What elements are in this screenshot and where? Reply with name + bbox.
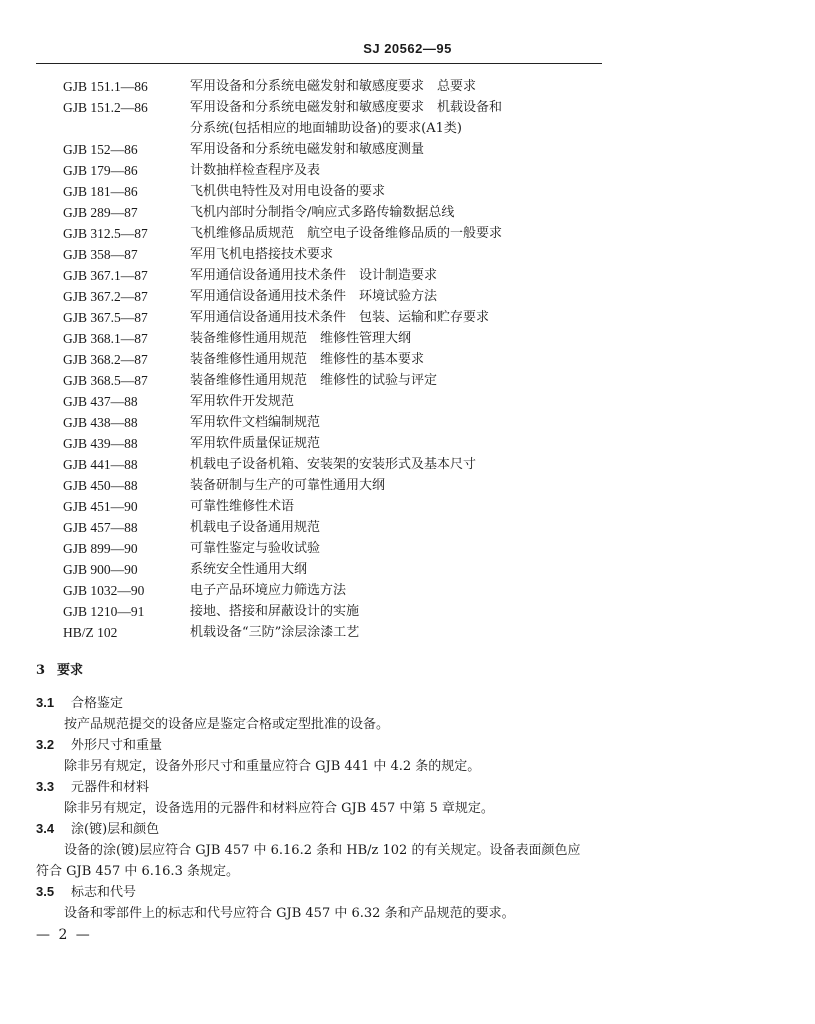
clause-text-line: 除非另有规定，设备选用的元器件和材料应符合 GJB 457 中第 5 章规定。 [64, 801, 494, 816]
requirement-clause [36, 692, 602, 735]
reference-code: GJB 899—90 [63, 541, 138, 556]
clause-body [36, 798, 602, 819]
reference-code [63, 118, 190, 139]
reference-title: 机载电子设备机箱、安装架的安装形式及基本尺寸 [190, 457, 477, 472]
clause-body [36, 714, 602, 735]
reference-row [63, 622, 583, 643]
reference-code: GJB 152—86 [63, 142, 138, 157]
reference-code: GJB 450—88 [63, 478, 138, 493]
clause-heading [36, 818, 602, 840]
clause-text-line: 按产品规范提交的设备应是鉴定合格或定型批准的设备。 [64, 717, 390, 732]
clause-heading [36, 776, 602, 798]
reference-row [63, 517, 583, 538]
reference-title: 计数抽样检查程序及表 [190, 163, 321, 178]
reference-title: 军用通信设备通用技术条件 包装、运输和贮存要求 [190, 310, 490, 325]
reference-title: 军用软件文档编制规范 [190, 415, 321, 430]
reference-row [63, 286, 583, 307]
reference-title: 军用飞机电搭接技术要求 [190, 247, 334, 262]
reference-code: GJB 151.2—86 [63, 100, 148, 115]
reference-title: 装备研制与生产的可靠性通用大纲 [190, 478, 386, 493]
reference-row [63, 559, 583, 580]
reference-row [63, 76, 583, 97]
reference-row [63, 496, 583, 517]
section-heading [36, 659, 83, 678]
page-number: — 2 — [36, 927, 92, 943]
reference-code: GJB 367.5—87 [63, 310, 148, 325]
reference-code: GJB 451—90 [63, 499, 138, 514]
reference-title: 军用软件质量保证规范 [190, 436, 321, 451]
requirement-clause [36, 881, 602, 924]
clause-number: 3.3 [36, 779, 55, 794]
reference-row [63, 181, 583, 202]
reference-title: 军用软件开发规范 [190, 394, 295, 409]
clause-number: 3.5 [36, 884, 55, 899]
clause-body [36, 840, 602, 882]
header-divider [36, 63, 602, 64]
reference-code: GJB 367.2—87 [63, 289, 148, 304]
reference-title: 接地、搭接和屏蔽设计的实施 [190, 604, 360, 619]
reference-code: GJB 457—88 [63, 520, 138, 535]
reference-row [63, 97, 583, 118]
reference-code: GJB 439—88 [63, 436, 138, 451]
reference-standards-list [63, 76, 583, 643]
reference-code: GJB 1032—90 [63, 583, 145, 598]
reference-row [63, 433, 583, 454]
clause-title: 元器件和材料 [71, 780, 150, 795]
reference-row [63, 202, 583, 223]
reference-code: GJB 289—87 [63, 205, 138, 220]
clause-text-line: 符合 GJB 457 中 6.16.3 条规定。 [36, 864, 239, 879]
reference-row [63, 223, 583, 244]
reference-row [63, 139, 583, 160]
reference-row [63, 328, 583, 349]
reference-title: 军用设备和分系统电磁发射和敏感度要求 机载设备和 [190, 100, 503, 115]
reference-row [63, 370, 583, 391]
requirement-clause [36, 818, 602, 882]
reference-code: GJB 179—86 [63, 163, 138, 178]
reference-code: GJB 437—88 [63, 394, 138, 409]
reference-row [63, 601, 583, 622]
section-number: 3 [36, 663, 46, 678]
clause-heading [36, 692, 602, 714]
reference-row [63, 307, 583, 328]
reference-title: 可靠性鉴定与验收试验 [190, 541, 321, 556]
document-number: SJ 20562—95 [363, 41, 452, 56]
requirement-clause [36, 734, 602, 777]
reference-title: 军用通信设备通用技术条件 设计制造要求 [190, 268, 438, 283]
reference-title: 可靠性维修性术语 [190, 499, 295, 514]
reference-code: GJB 312.5—87 [63, 226, 148, 241]
reference-code: GJB 181—86 [63, 184, 138, 199]
reference-title: 机载电子设备通用规范 [190, 520, 321, 535]
reference-code: GJB 368.5—87 [63, 373, 148, 388]
reference-row [63, 454, 583, 475]
reference-title: 军用通信设备通用技术条件 环境试验方法 [190, 289, 438, 304]
clause-number: 3.1 [36, 695, 55, 710]
reference-title: 军用设备和分系统电磁发射和敏感度要求 总要求 [190, 79, 477, 94]
section-title: 要求 [57, 663, 84, 678]
reference-title: 系统安全性通用大纲 [190, 562, 308, 577]
reference-row [63, 349, 583, 370]
reference-title: 装备维修性通用规范 维修性的基本要求 [190, 352, 425, 367]
clause-number: 3.2 [36, 737, 55, 752]
reference-code: GJB 441—88 [63, 457, 138, 472]
reference-code: GJB 438—88 [63, 415, 138, 430]
clause-text-line: 除非另有规定，设备外形尺寸和重量应符合 GJB 441 中 4.2 条的规定。 [64, 759, 481, 774]
clause-heading [36, 881, 602, 903]
reference-code: GJB 368.2—87 [63, 352, 148, 367]
reference-title: 装备维修性通用规范 维修性的试验与评定 [190, 373, 438, 388]
reference-row [63, 412, 583, 433]
reference-title: 飞机维修品质规范 航空电子设备维修品质的一般要求 [190, 226, 503, 241]
reference-row [63, 391, 583, 412]
reference-row [63, 160, 583, 181]
requirement-clause [36, 776, 602, 819]
reference-row [63, 538, 583, 559]
reference-title: 电子产品环境应力筛选方法 [190, 583, 347, 598]
reference-code: HB/Z 102 [63, 625, 118, 640]
reference-row [63, 475, 583, 496]
clause-heading [36, 734, 602, 756]
reference-code: GJB 368.1—87 [63, 331, 148, 346]
clause-text-line: 设备的涂(镀)层应符合 GJB 457 中 6.16.2 条和 HB/z 102 的有关规定。设备表面颜色应 [64, 843, 581, 858]
reference-title: 飞机内部时分制指令/响应式多路传输数据总线 [190, 205, 455, 220]
reference-code: GJB 151.1—86 [63, 79, 148, 94]
clause-title: 涂(镀)层和颜色 [71, 822, 160, 837]
reference-code: GJB 367.1—87 [63, 268, 148, 283]
reference-row [63, 244, 583, 265]
reference-title: 装备维修性通用规范 维修性管理大纲 [190, 331, 412, 346]
reference-title: 机载设备“三防”涂层涂漆工艺 [190, 625, 360, 640]
reference-title: 军用设备和分系统电磁发射和敏感度测量 [190, 142, 425, 157]
reference-row [63, 580, 583, 601]
reference-title: 飞机供电特性及对用电设备的要求 [190, 184, 386, 199]
reference-code: GJB 900—90 [63, 562, 138, 577]
reference-code: GJB 1210—91 [63, 604, 145, 619]
reference-code: GJB 358—87 [63, 247, 138, 262]
clause-text-line: 设备和零部件上的标志和代号应符合 GJB 457 中 6.32 条和产品规范的要求。 [64, 906, 515, 921]
clause-title: 合格鉴定 [71, 696, 124, 711]
clause-body [36, 903, 602, 924]
reference-title: 分系统(包括相应的地面辅助设备)的要求(A1类) [190, 121, 462, 136]
reference-row [63, 118, 583, 139]
clause-title: 外形尺寸和重量 [71, 738, 163, 753]
clause-title: 标志和代号 [71, 885, 137, 900]
clause-body [36, 756, 602, 777]
clause-number: 3.4 [36, 821, 55, 836]
reference-row [63, 265, 583, 286]
